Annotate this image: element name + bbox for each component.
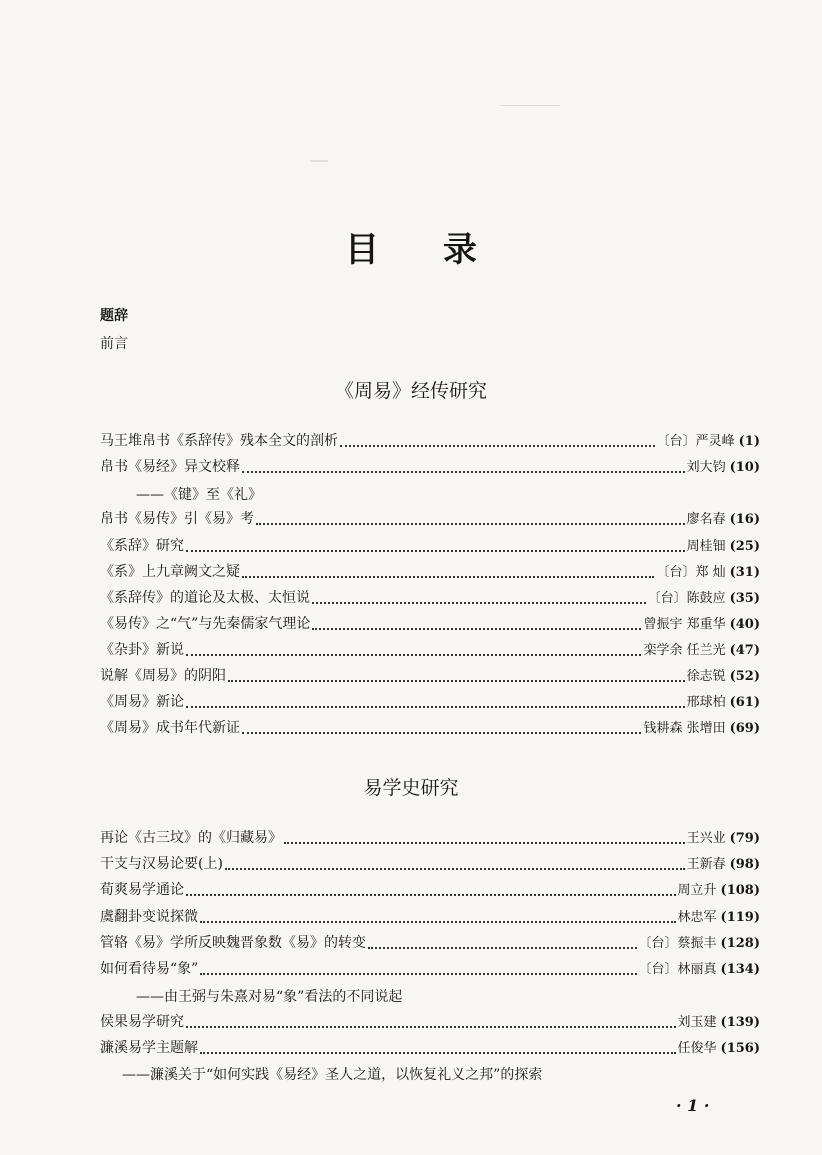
leader-dots [186, 706, 685, 708]
leader-dots [242, 576, 654, 578]
entry-author: 〔台〕陈鼓应 [647, 591, 726, 606]
leader-dots [312, 628, 641, 630]
toc-entry [100, 879, 760, 903]
entry-page: (31) [729, 565, 760, 580]
leader-dots [186, 894, 676, 896]
toc-entry [100, 827, 760, 851]
leader-dots [368, 947, 637, 949]
entry-page: (134) [720, 962, 760, 977]
entry-title: 说解《周易》的阴阳 [100, 668, 226, 684]
toc-entry [100, 932, 760, 956]
toc-entry [100, 906, 760, 930]
entry-title: 再论《古三坟》的《归藏易》 [100, 830, 282, 846]
toc-entry [100, 717, 760, 741]
toc-entry [100, 853, 760, 877]
entry-page: (25) [729, 539, 760, 554]
entry-author: 周立升 [677, 883, 717, 898]
entry-author: 王兴业 [686, 831, 726, 846]
entry-author: 钱耕森 张增田 [643, 721, 726, 736]
leader-dots [200, 973, 636, 975]
page-number: · 1 · [676, 1096, 710, 1115]
leader-dots [200, 921, 676, 923]
leader-dots [284, 842, 685, 844]
entry-author: 〔台〕郑 灿 [656, 565, 726, 580]
entry-page: (61) [729, 695, 760, 710]
toc-entry [100, 1011, 760, 1035]
entry-author: 〔台〕严灵峰 [656, 434, 735, 449]
toc-entry [100, 430, 760, 454]
toc-entry [100, 561, 760, 585]
leader-dots [186, 1026, 676, 1028]
leader-dots [242, 471, 685, 473]
toc-entry [100, 958, 760, 982]
section-heading-history: 易学史研究 [363, 777, 459, 799]
toc-entry [100, 665, 760, 689]
entry-page: (128) [720, 936, 760, 951]
entry-author: 栾学余 任兰光 [643, 643, 726, 658]
leader-dots [186, 654, 641, 656]
front-matter-foreword: 题辞 [100, 308, 128, 324]
toc-entry [100, 639, 760, 663]
leader-dots [225, 868, 685, 870]
entry-author: 〔台〕蔡振丰 [638, 936, 717, 951]
entry-title: 虞翻卦变说探微 [100, 909, 198, 925]
leader-dots [312, 602, 646, 604]
toc-entry [100, 508, 760, 532]
entry-author: 周桂钿 [686, 539, 726, 554]
entry-title: 如何看待易“象” [100, 961, 199, 977]
entry-title: 马王堆帛书《系辞传》残本全文的剖析 [100, 433, 338, 449]
entry-title: 《周易》成书年代新证 [100, 720, 240, 736]
scan-speck [310, 160, 328, 162]
toc-entry [100, 1037, 760, 1061]
entry-author: 〔台〕林丽真 [638, 962, 717, 977]
entry-page: (108) [720, 883, 760, 898]
entry-author: 廖名春 [686, 512, 726, 527]
entry-page: (10) [729, 460, 760, 475]
entry-page: (79) [729, 831, 760, 846]
entry-title: 帛书《易传》引《易》考 [100, 511, 254, 527]
toc-entry [100, 613, 760, 637]
entry-author: 任俊华 [677, 1041, 717, 1056]
entry-page: (139) [720, 1015, 760, 1030]
entry-page: (69) [729, 721, 760, 736]
entry-page: (47) [729, 643, 760, 658]
leader-dots [256, 523, 685, 525]
entry-title: 荀爽易学通论 [100, 882, 184, 898]
leader-dots [340, 445, 655, 447]
leader-dots [242, 732, 641, 734]
toc-entry [100, 456, 760, 480]
entry-title: 《系辞》研究 [100, 538, 184, 554]
section-heading-zhouyi: 《周易》经传研究 [334, 380, 487, 402]
leader-dots [228, 680, 685, 682]
entry-subtitle: ——《键》至《礼》 [136, 487, 262, 503]
entry-page: (52) [729, 669, 760, 684]
entry-author: 徐志锐 [686, 669, 726, 684]
entry-page: (156) [720, 1041, 760, 1056]
entry-title: 管辂《易》学所反映魏晋象数《易》的转变 [100, 935, 366, 951]
entry-author: 刘玉建 [677, 1015, 717, 1030]
entry-subtitle: ——濂溪关于“如何实践《易经》圣人之道，以恢复礼义之邦”的探索 [122, 1067, 543, 1083]
entry-title: 干支与汉易论要(上) [100, 856, 223, 872]
front-matter-preface: 前言 [100, 336, 128, 352]
entry-page: (16) [729, 512, 760, 527]
entry-title: 《易传》之“气”与先秦儒家气理论 [100, 616, 311, 632]
entry-author: 曾振宇 郑重华 [643, 617, 726, 632]
page-title: 目录 [345, 230, 541, 270]
entry-author: 林忠军 [677, 910, 717, 925]
entry-page: (98) [729, 857, 760, 872]
scan-speck [500, 105, 560, 106]
entry-title: 《系辞传》的道论及太极、太恒说 [100, 590, 310, 606]
leader-dots [186, 550, 685, 552]
toc-entry [100, 535, 760, 559]
entry-title: 帛书《易经》异文校释 [100, 459, 240, 475]
entry-title: 《杂卦》新说 [100, 642, 184, 658]
leader-dots [200, 1052, 676, 1054]
entry-page: (1) [738, 434, 760, 449]
entry-author: 王新春 [686, 857, 726, 872]
toc-entry [100, 691, 760, 715]
entry-title: 侯果易学研究 [100, 1014, 184, 1030]
entry-page: (40) [729, 617, 760, 632]
entry-page: (119) [720, 910, 760, 925]
entry-title: 濂溪易学主题解 [100, 1040, 198, 1056]
entry-author: 邢球柏 [686, 695, 726, 710]
entry-title: 《系》上九章阙文之疑 [100, 564, 240, 580]
entry-page: (35) [729, 591, 760, 606]
toc-entry [100, 587, 760, 611]
entry-subtitle: ——由王弼与朱熹对易“象”看法的不同说起 [136, 989, 403, 1005]
entry-title: 《周易》新论 [100, 694, 184, 710]
entry-author: 刘大钧 [686, 460, 726, 475]
